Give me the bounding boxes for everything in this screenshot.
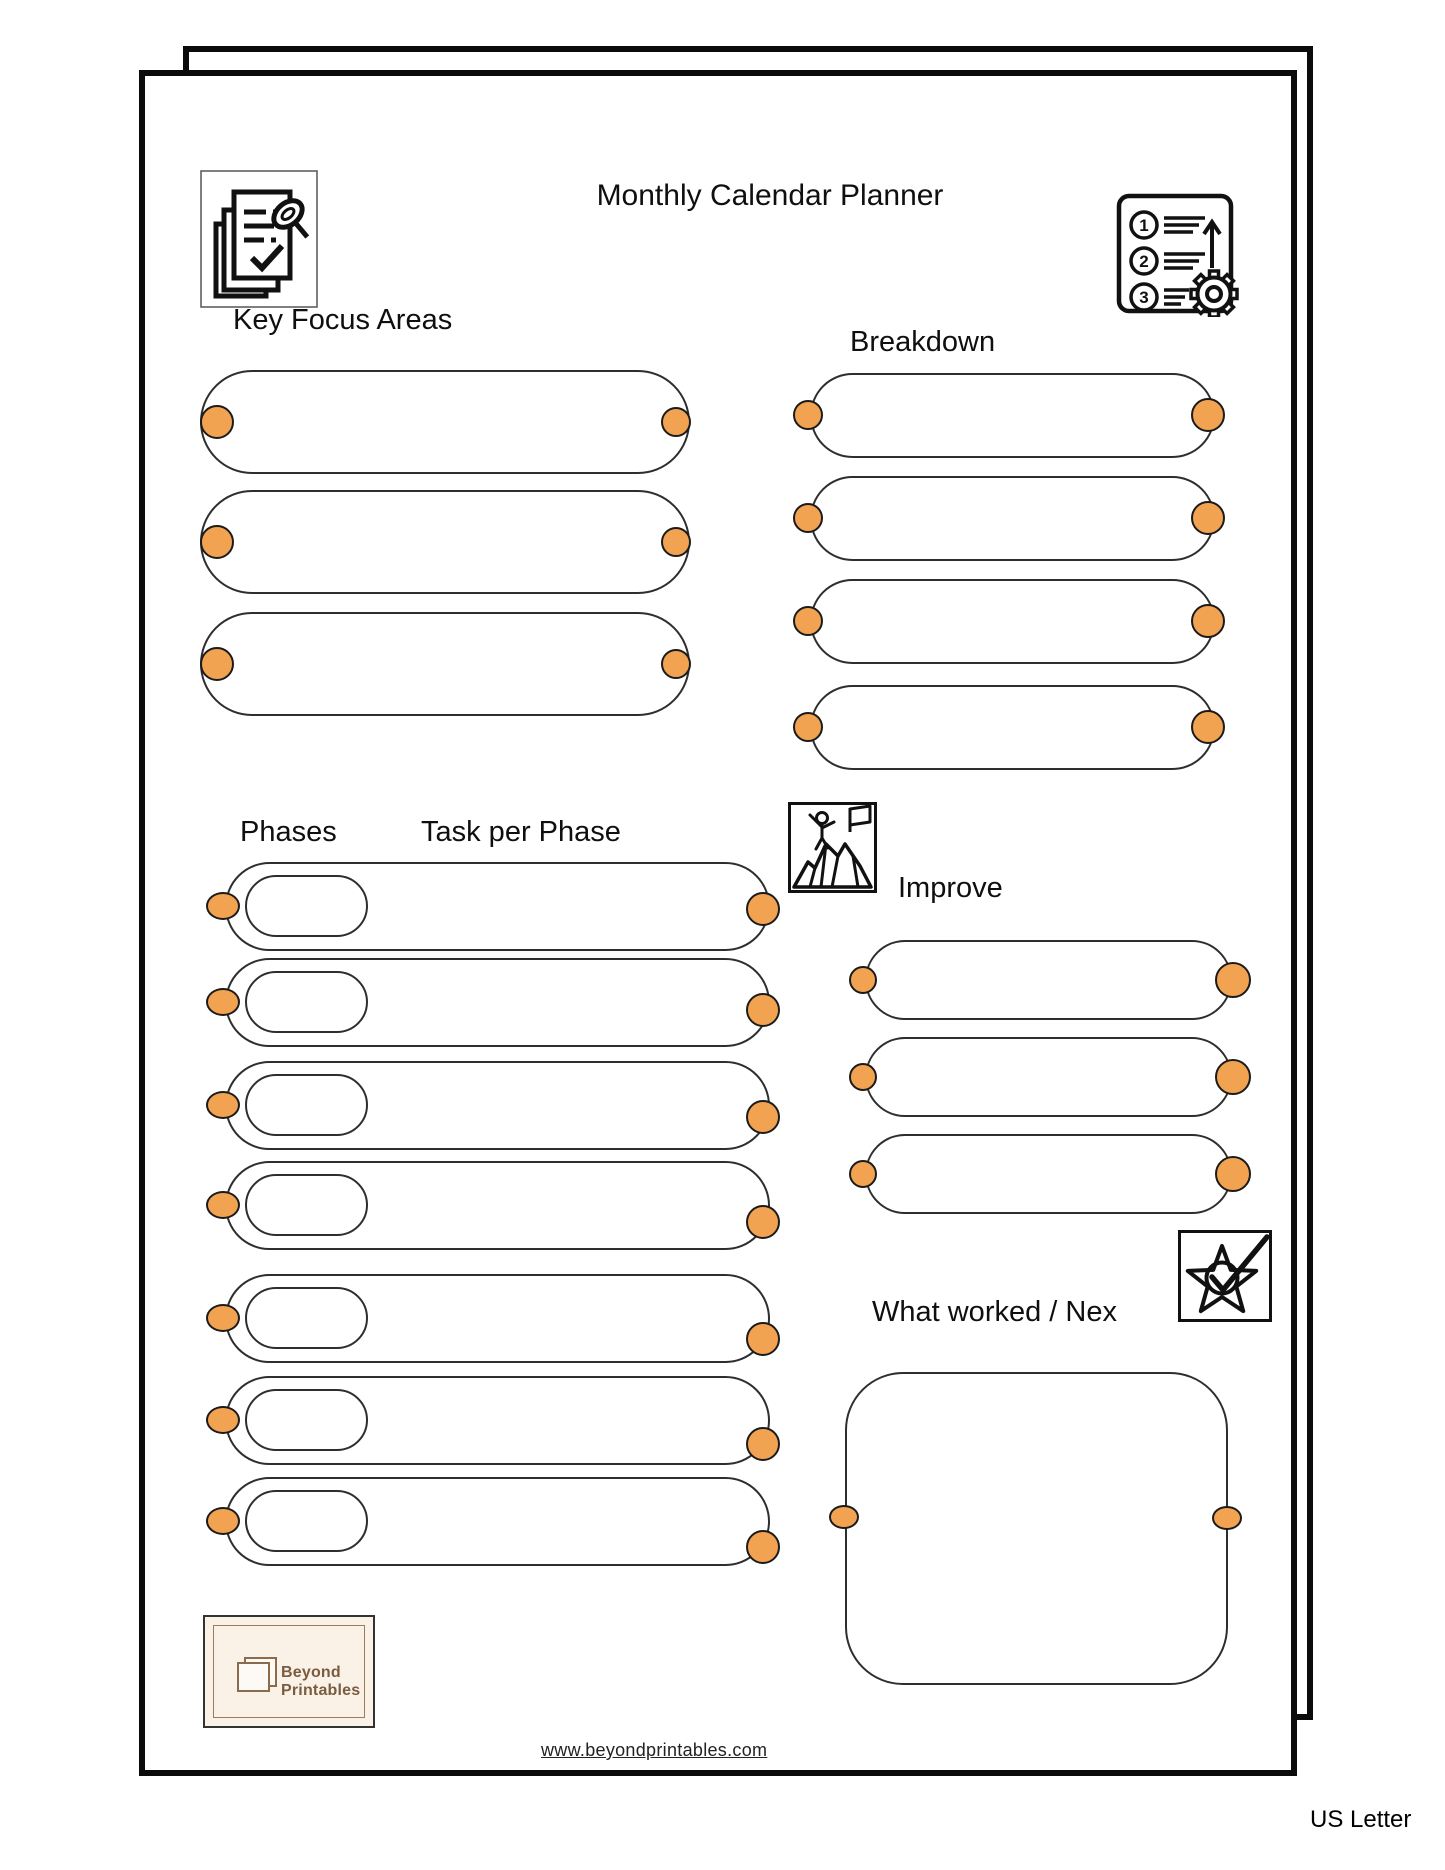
brand-logo: [203, 1615, 375, 1728]
connector-dot: [793, 503, 823, 533]
connector-dot: [661, 407, 691, 437]
breakdown-field-1[interactable]: [810, 373, 1215, 458]
connector-dot: [1191, 398, 1225, 432]
improve-field-1[interactable]: [865, 940, 1232, 1020]
improve-heading: Improve: [898, 872, 1003, 904]
key-focus-field-2[interactable]: [200, 490, 690, 594]
breakdown-field-3[interactable]: [810, 579, 1215, 664]
phase-name-field-4[interactable]: [245, 1174, 368, 1236]
connector-dot: [200, 525, 234, 559]
connector-dot: [206, 1406, 240, 1434]
connector-dot: [746, 1205, 780, 1239]
connector-dot: [793, 400, 823, 430]
connector-dot: [746, 892, 780, 926]
logo-brand-name: [281, 1664, 360, 1700]
connector-dot: [206, 892, 240, 920]
phases-heading: Phases: [240, 816, 337, 848]
logo-pages-icon: [237, 1662, 270, 1692]
mountain-flag-icon: [788, 802, 877, 893]
connector-dot: [793, 606, 823, 636]
paper-size-label: US Letter: [1310, 1806, 1412, 1833]
page-title: Monthly Calendar Planner: [596, 179, 944, 212]
phase-name-field-6[interactable]: [245, 1389, 368, 1451]
improve-field-2[interactable]: [865, 1037, 1232, 1117]
phase-name-field-1[interactable]: [245, 875, 368, 937]
connector-dot: [849, 1063, 877, 1091]
phase-name-field-7[interactable]: [245, 1490, 368, 1552]
connector-dot: [1191, 710, 1225, 744]
review-heading: What worked / Nex: [872, 1296, 1117, 1328]
logo-line2: Printables: [281, 1682, 361, 1699]
step-digit-1: 1: [1139, 216, 1149, 235]
connector-dot: [746, 1100, 780, 1134]
connector-dot: [849, 1160, 877, 1188]
connector-dot: [206, 988, 240, 1016]
connector-dot: [829, 1505, 859, 1529]
connector-dot: [206, 1191, 240, 1219]
connector-dot: [1215, 1156, 1251, 1192]
connector-dot: [746, 993, 780, 1027]
connector-dot: [849, 966, 877, 994]
task-per-phase-heading: Task per Phase: [421, 816, 621, 848]
key-focus-field-3[interactable]: [200, 612, 690, 716]
connector-dot: [746, 1530, 780, 1564]
logo-line1: Beyond: [281, 1664, 341, 1681]
key-focus-heading: Key Focus Areas: [233, 304, 453, 336]
numbered-steps-gear-icon: [1115, 190, 1240, 317]
footer-url: www.beyondprintables.com: [541, 1740, 768, 1760]
connector-dot: [661, 527, 691, 557]
connector-dot: [661, 649, 691, 679]
connector-dot: [1191, 501, 1225, 535]
connector-dot: [746, 1322, 780, 1356]
step-digit-3: 3: [1139, 288, 1149, 307]
star-check-icon: [1178, 1230, 1272, 1322]
review-notes-box[interactable]: [845, 1372, 1228, 1685]
key-focus-field-1[interactable]: [200, 370, 690, 474]
connector-dot: [206, 1507, 240, 1535]
phase-name-field-3[interactable]: [245, 1074, 368, 1136]
breakdown-field-2[interactable]: [810, 476, 1215, 561]
phase-name-field-2[interactable]: [245, 971, 368, 1033]
notes-pushpin-icon: [200, 170, 318, 308]
breakdown-field-4[interactable]: [810, 685, 1215, 770]
step-digit-2: 2: [1139, 252, 1149, 271]
connector-dot: [1215, 1059, 1251, 1095]
connector-dot: [1191, 604, 1225, 638]
improve-field-3[interactable]: [865, 1134, 1232, 1214]
connector-dot: [793, 712, 823, 742]
connector-dot: [1215, 962, 1251, 998]
connector-dot: [206, 1091, 240, 1119]
connector-dot: [746, 1427, 780, 1461]
connector-dot: [200, 647, 234, 681]
connector-dot: [206, 1304, 240, 1332]
breakdown-heading: Breakdown: [850, 326, 996, 358]
phase-name-field-5[interactable]: [245, 1287, 368, 1349]
connector-dot: [1212, 1506, 1242, 1530]
connector-dot: [200, 405, 234, 439]
